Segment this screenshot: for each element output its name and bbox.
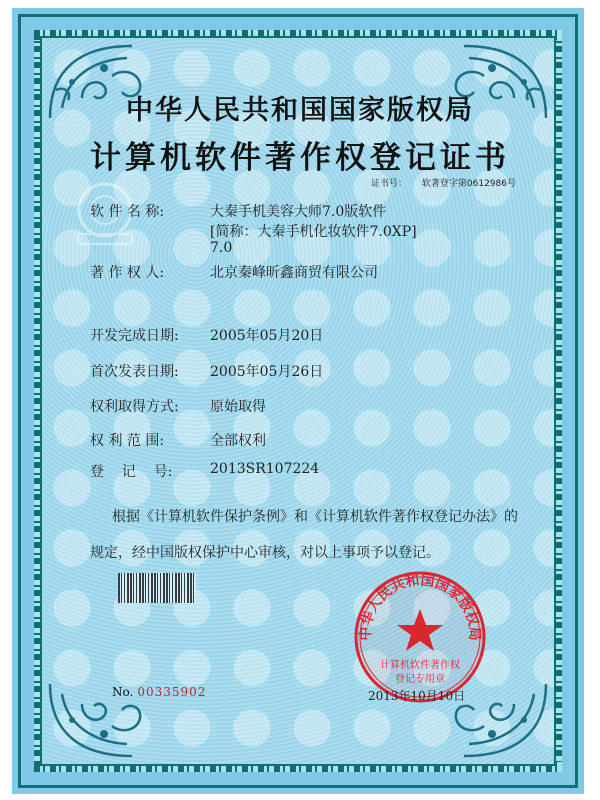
issue-date: 2013年10月10日 xyxy=(368,689,466,703)
serial-value: 00335902 xyxy=(137,685,207,699)
cert-no-value: 软著登字第0612986号 xyxy=(421,179,516,189)
seal-line-2: 登记专用章 xyxy=(395,674,445,685)
field-value: 2013SR107224 xyxy=(210,461,320,477)
field-rights-scope xyxy=(90,430,266,450)
field-label: 首次发表日期: xyxy=(90,364,179,380)
field-label: 开发完成日期: xyxy=(90,328,179,344)
field-software-short-name xyxy=(90,221,417,241)
field-value: 2005年05月20日 xyxy=(210,328,324,344)
certificate-title: 计算机软件著作权登记证书 xyxy=(90,140,510,176)
field-value: 原始取得 xyxy=(210,399,266,415)
serial-number xyxy=(112,685,206,699)
statement-line-1: 根据《计算机软件保护条例》和《计算机软件著作权登记办法》的 xyxy=(112,509,518,525)
issuer-title: 中华人民共和国国家版权局 xyxy=(126,95,474,126)
field-version xyxy=(90,240,232,256)
serial-label: No. xyxy=(112,685,134,699)
field-label: 著 作 权 人: xyxy=(90,265,165,281)
barcode-icon xyxy=(118,573,196,603)
statement-line-2: 规定，经中国版权保护中心审核，对以上事项予以登记。 xyxy=(90,545,440,561)
field-value: 北京秦峰昕鑫商贸有限公司 xyxy=(210,265,378,281)
field-copyright-owner xyxy=(90,262,378,282)
field-value: 全部权利 xyxy=(210,433,266,449)
field-label: 登 记 号: xyxy=(90,464,173,480)
seal-line-1: 计算机软件著作权 xyxy=(380,660,460,671)
field-acquisition-method xyxy=(90,396,266,416)
field-label: 权利取得方式: xyxy=(90,399,179,415)
seal-arc-text: 中华人民共和国国家版权局 xyxy=(357,572,483,641)
field-registration-number xyxy=(90,461,319,481)
cert-no-label: 证书号： xyxy=(371,179,408,189)
certificate-number xyxy=(371,176,516,189)
field-label: 软 件 名 称: xyxy=(90,204,165,220)
field-publish-date xyxy=(90,361,323,381)
field-value: 大秦手机美容大师7.0版软件 xyxy=(210,204,387,220)
field-completion-date xyxy=(90,325,323,345)
field-software-name xyxy=(90,201,386,221)
field-value: 7.0 xyxy=(210,240,233,256)
field-value: [简称：大秦手机化妆软件7.0XP] xyxy=(210,224,417,240)
field-label: 权 利 范 围: xyxy=(90,433,165,449)
field-value: 2005年05月26日 xyxy=(210,364,324,380)
official-seal xyxy=(350,567,490,707)
